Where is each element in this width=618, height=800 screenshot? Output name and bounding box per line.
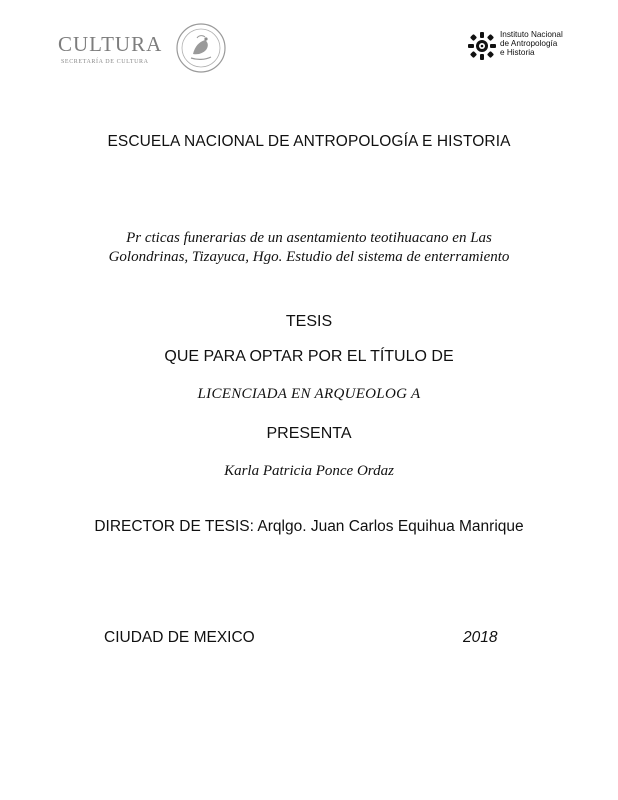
city: CIUDAD DE MEXICO: [104, 629, 255, 646]
year: 2018: [463, 629, 498, 646]
thesis-title: Pr cticas funerarias de un asentamiento teotihuacano en Las Golondrinas, Tizayuca, Hgo. Estudio del sistema de enterramiento: [108, 230, 510, 265]
inah-logo: [466, 26, 586, 66]
thesis-director: DIRECTOR DE TESIS: Arqlgo. Juan Carlos Equihua Manrique: [94, 518, 524, 535]
inah-line-2: de Antropología: [500, 39, 558, 48]
inah-name: [500, 30, 563, 57]
inah-emblem-icon: [466, 30, 498, 62]
degree-purpose: QUE PARA OPTAR POR EL TÍTULO DE: [164, 348, 454, 365]
inah-line-3: e Historia: [500, 48, 535, 57]
cultura-logo: [58, 22, 238, 72]
cultura-subtitle: SECRETARÍA DE CULTURA: [61, 59, 149, 65]
author-name: Karla Patricia Ponce Ordaz: [224, 463, 394, 479]
presents-label: PRESENTA: [266, 425, 352, 442]
cultura-wordmark: CULTURA: [58, 32, 163, 56]
school-name: ESCUELA NACIONAL DE ANTROPOLOGÍA E HISTORIA: [107, 133, 511, 150]
coat-of-arms-seal-icon: [175, 22, 227, 74]
inah-line-1: Instituto Nacional: [500, 30, 563, 39]
degree-name: LICENCIADA EN ARQUEOLOG A: [197, 386, 421, 402]
document-type: TESIS: [285, 313, 333, 330]
